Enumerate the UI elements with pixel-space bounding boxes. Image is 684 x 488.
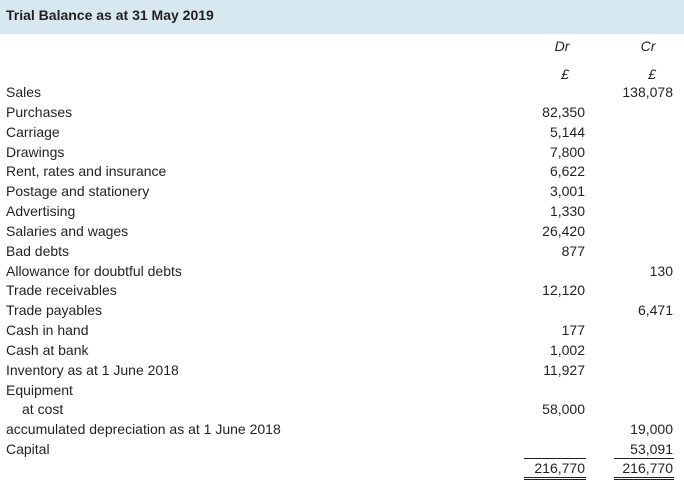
table-row (0, 142, 684, 162)
credit-column-header: Cr (640, 38, 656, 54)
table-row (0, 419, 684, 439)
row-label: Cash in hand (6, 322, 89, 338)
table-row (0, 439, 684, 459)
row-label: Purchases (6, 104, 73, 120)
debit-value: 58,000 (542, 401, 585, 417)
debit-value: 82,350 (542, 104, 585, 120)
row-label: Postage and stationery (6, 183, 150, 199)
credit-value: 19,000 (630, 421, 673, 437)
debit-value: 177 (561, 322, 585, 338)
credit-value: 53,091 (630, 441, 673, 457)
row-label: Cash at bank (6, 342, 89, 358)
table-row (0, 320, 684, 340)
credit-value: 138,078 (622, 84, 673, 100)
credit-currency-symbol: £ (648, 66, 656, 82)
row-label: Trade payables (6, 302, 102, 318)
debit-currency-symbol: £ (561, 66, 569, 82)
row-label: Salaries and wages (6, 223, 129, 239)
row-label: Capital (6, 441, 50, 457)
table-row (0, 300, 684, 320)
table-row (0, 280, 684, 300)
table-row (0, 399, 684, 419)
credit-total: 216,770 (614, 458, 674, 480)
totals-row (0, 458, 684, 478)
table-row (0, 380, 684, 400)
title-bar (0, 0, 684, 34)
row-label: Advertising (6, 203, 76, 219)
debit-value: 12,120 (542, 282, 585, 298)
table-row (0, 181, 684, 201)
debit-column-header: Dr (554, 38, 570, 54)
table-row (0, 161, 684, 181)
table-row (0, 261, 684, 281)
table-row (0, 221, 684, 241)
row-label: Allowance for doubtful debts (6, 263, 182, 279)
row-label: Drawings (6, 144, 65, 160)
debit-value: 11,927 (543, 362, 585, 378)
debit-value: 6,622 (549, 163, 585, 179)
debit-total: 216,770 (524, 458, 586, 480)
debit-value: 1,330 (549, 203, 585, 219)
debit-value: 5,144 (549, 124, 585, 140)
table-row (0, 241, 684, 261)
row-label: Equipment (6, 382, 73, 398)
row-label: Inventory as at 1 June 2018 (6, 362, 179, 378)
debit-value: 3,001 (549, 183, 585, 199)
row-label: Sales (6, 84, 42, 100)
row-label: Rent, rates and insurance (6, 163, 167, 179)
row-label: accumulated depreciation as at 1 June 2018 (6, 421, 281, 437)
row-label: Carriage (6, 124, 60, 140)
row-label: Bad debts (6, 243, 70, 259)
row-label: at cost (22, 401, 64, 417)
row-label: Trade receivables (6, 282, 117, 298)
table-row (0, 122, 684, 142)
debit-value: 26,420 (542, 223, 585, 239)
credit-value: 130 (649, 263, 673, 279)
table-row (0, 340, 684, 360)
page-title: Trial Balance as at 31 May 2019 (6, 7, 214, 23)
table-row (0, 360, 684, 380)
debit-value: 1,002 (549, 342, 585, 358)
debit-value: 877 (561, 243, 585, 259)
debit-value: 7,800 (549, 144, 585, 160)
table-row (0, 82, 684, 102)
table-row (0, 201, 684, 221)
table-row (0, 102, 684, 122)
credit-value: 6,471 (637, 302, 673, 318)
